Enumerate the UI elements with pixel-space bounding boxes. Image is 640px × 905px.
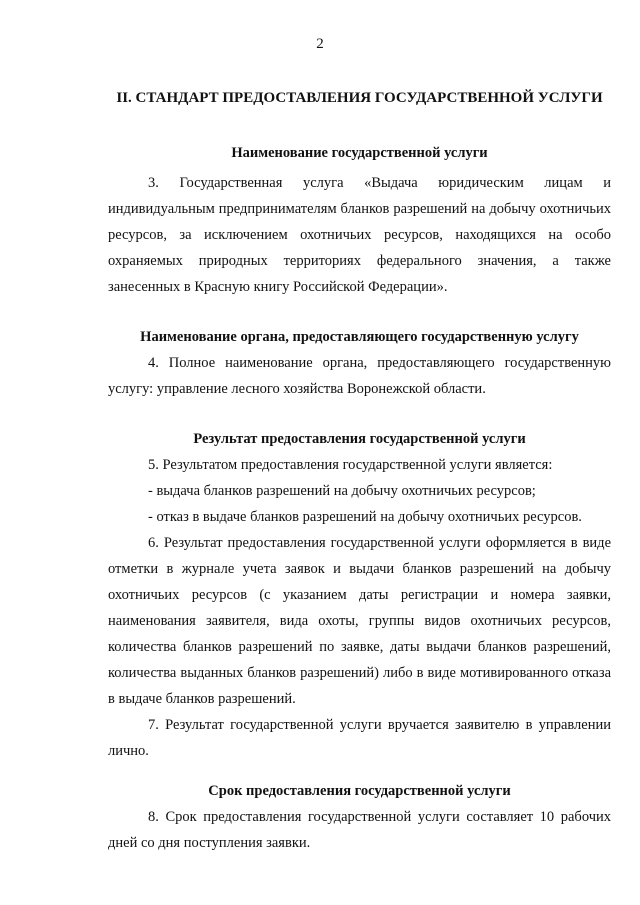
heading-service-name: Наименование государственной услуги [231, 145, 488, 161]
heading-authority: Наименование органа, предоставляющего государственную услугу [140, 329, 579, 345]
paragraph-7: 7. Результат государственной услуги вручается заявителю в управлении лично. [108, 717, 611, 759]
document-body [108, 140, 611, 856]
heading-term: Срок предоставления государственной услуги [208, 783, 511, 799]
paragraph-6: 6. Результат предоставления государственной услуги оформляется в виде отметки в журнале учета заявок и выдачи бланков разрешений на добычу охотничьих ресурсов (с указанием даты регистрации и номера заявки, наименования заявителя, вида охоты, группы видов охотничьих ресурсов, количества бланков разрешений по заявке, даты выдачи бланков разрешений, количества выданных бланков разрешений) либо в виде мотивированного отказа в выдаче бланков разрешений. [108, 535, 611, 707]
list-item-refusal: - отказ в выдаче бланков разрешений на добычу охотничьих ресурсов. [148, 509, 582, 525]
paragraph-3: 3. Государственная услуга «Выдача юридическим лицам и индивидуальным предпринимателям бланков разрешений на добычу охотничьих ресурсов, за исключением охотничьих ресурсов, находящихся на особо охраняемых природных территориях федерального значения, а также занесенных в Красную книгу Российской Федерации». [108, 175, 611, 295]
paragraph-8: 8. Срок предоставления государственной услуги составляет 10 рабочих дней со дня поступления заявки. [108, 809, 611, 851]
paragraph-4: 4. Полное наименование органа, предоставляющего государственную услугу: управление лесного хозяйства Воронежской области. [108, 355, 611, 397]
paragraph-5: 5. Результатом предоставления государственной услуги является: [148, 457, 553, 473]
page-number: 2 [316, 36, 324, 52]
section-title: II. СТАНДАРТ ПРЕДОСТАВЛЕНИЯ ГОСУДАРСТВЕННОЙ УСЛУГИ [116, 90, 603, 106]
heading-result: Результат предоставления государственной услуги [193, 431, 526, 447]
list-item-issue: - выдача бланков разрешений на добычу охотничьих ресурсов; [148, 483, 536, 499]
